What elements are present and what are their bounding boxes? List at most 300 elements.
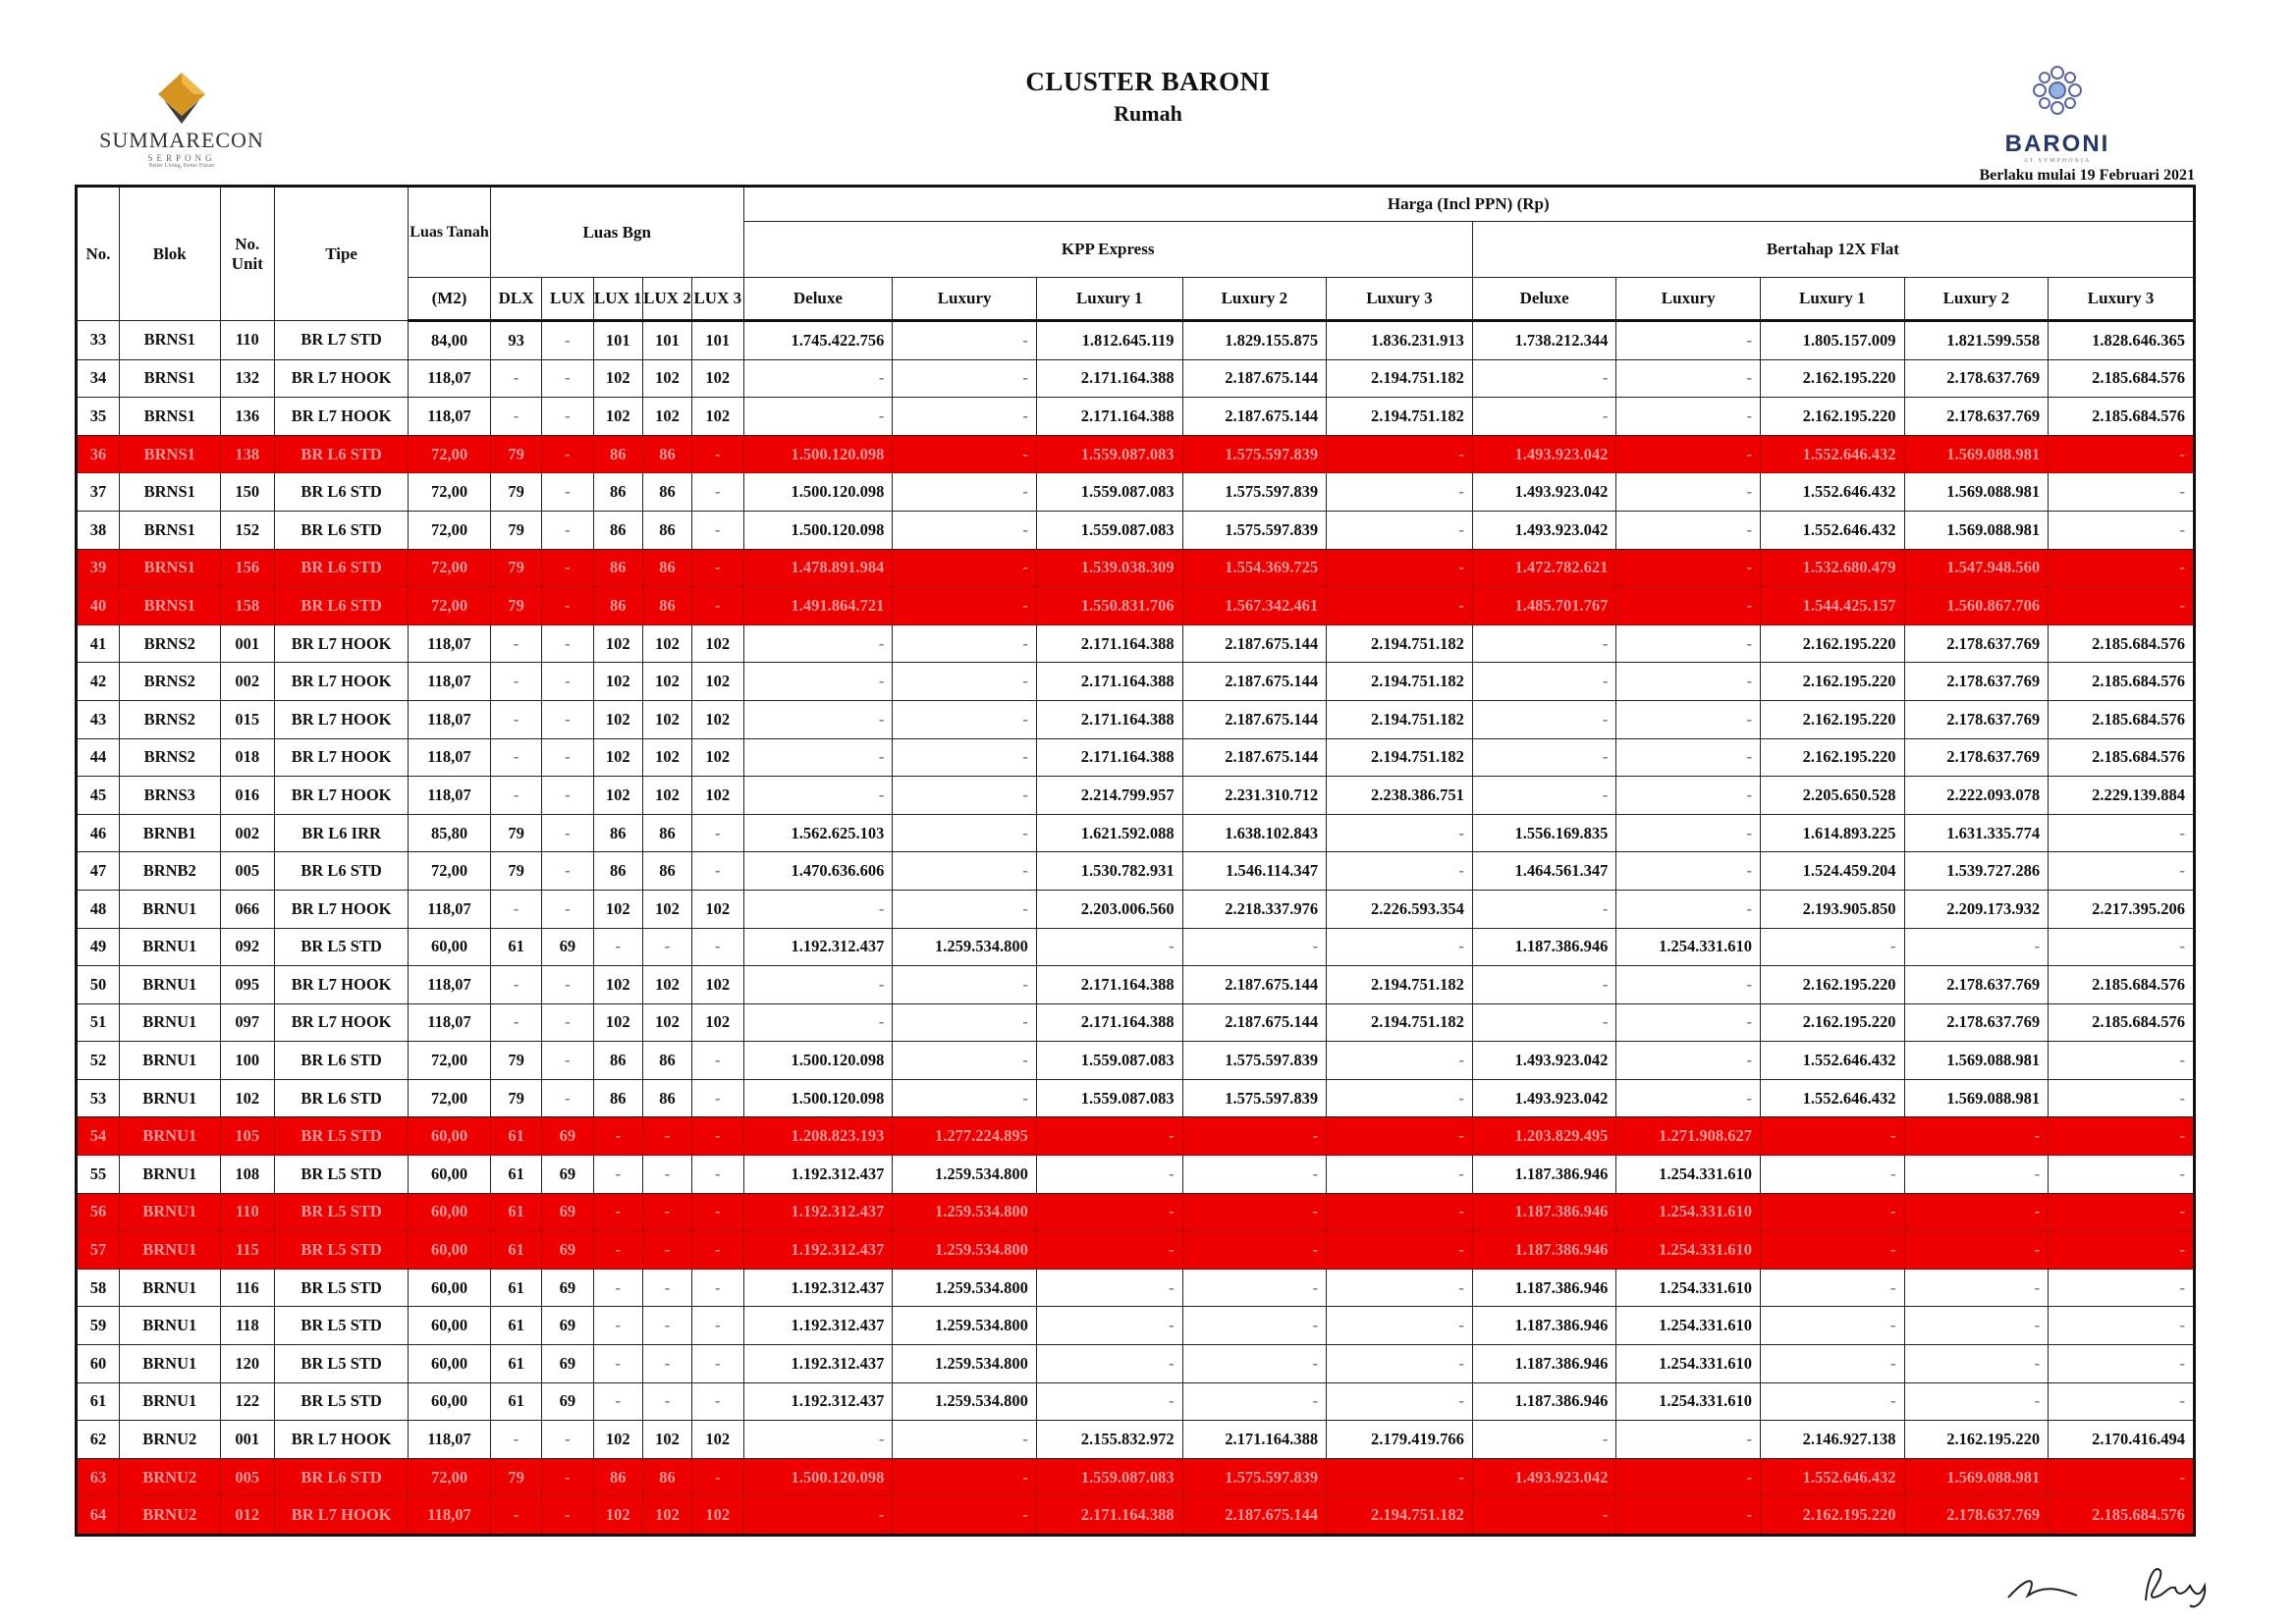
row-blok: BRNS1	[119, 321, 220, 360]
row-btp-luxury2: 1.569.088.981	[1904, 1079, 2049, 1117]
row-lb-lux2: 86	[642, 852, 691, 891]
row-btp-luxury2: -	[1904, 1382, 2049, 1421]
row-lb-dlx: 61	[490, 1382, 541, 1421]
table-row	[77, 1496, 2195, 1536]
row-kpp-luxury: -	[893, 435, 1037, 473]
row-btp-luxury: -	[1616, 1042, 1761, 1080]
row-btp-luxury2: -	[1904, 1117, 2049, 1156]
row-no: 36	[77, 435, 120, 473]
row-lb-lux3: -	[692, 814, 743, 852]
row-no: 61	[77, 1382, 120, 1421]
row-btp-luxury3: -	[2049, 1458, 2195, 1496]
row-btp-luxury1: -	[1760, 1231, 1904, 1270]
row-luas-tanah: 60,00	[409, 1269, 491, 1307]
table-row	[77, 587, 2195, 625]
row-lb-lux3: -	[692, 1231, 743, 1270]
row-kpp-luxury3: 2.194.751.182	[1327, 359, 1473, 398]
row-btp-luxury: -	[1616, 359, 1761, 398]
row-lb-lux3: 102	[692, 1421, 743, 1459]
row-kpp-luxury: 1.259.534.800	[893, 928, 1037, 966]
row-kpp-luxury1: 2.171.164.388	[1036, 663, 1182, 701]
row-btp-luxury: -	[1616, 398, 1761, 436]
row-kpp-luxury: -	[893, 1458, 1037, 1496]
table-row	[77, 321, 2195, 360]
page-subtitle: Rumah	[1114, 101, 1182, 126]
row-kpp-luxury3: 2.194.751.182	[1327, 1496, 1473, 1536]
row-lb-lux2: 86	[642, 1079, 691, 1117]
row-btp-luxury: -	[1616, 1496, 1761, 1536]
row-btp-luxury3: 2.229.139.884	[2049, 777, 2195, 815]
row-tipe: BR L6 STD	[275, 1079, 409, 1117]
row-lb-lux3: -	[692, 473, 743, 512]
header-luas-tanah-unit: (M2)	[409, 278, 491, 321]
row-btp-luxury1: -	[1760, 1345, 1904, 1383]
row-btp-deluxe: 1.493.923.042	[1472, 473, 1616, 512]
row-lb-lux2: -	[642, 1269, 691, 1307]
row-kpp-luxury3: -	[1327, 1193, 1473, 1231]
row-kpp-deluxe: 1.192.312.437	[743, 1382, 893, 1421]
row-luas-tanah: 72,00	[409, 1042, 491, 1080]
row-btp-luxury2: 2.178.637.769	[1904, 624, 2049, 663]
table-row	[77, 814, 2195, 852]
row-btp-luxury2: 2.178.637.769	[1904, 1496, 2049, 1536]
table-row	[77, 473, 2195, 512]
row-lb-lux: -	[542, 624, 593, 663]
row-lb-lux2: -	[642, 1156, 691, 1194]
row-btp-luxury: -	[1616, 890, 1761, 928]
row-blok: BRNU1	[119, 1231, 220, 1270]
row-kpp-luxury2: 1.575.597.839	[1182, 1079, 1327, 1117]
header-bertahap: Bertahap 12X Flat	[1472, 222, 2194, 278]
row-lb-lux1: -	[593, 1193, 642, 1231]
effective-date: Berlaku mulai 19 Februari 2021	[1979, 167, 2195, 184]
row-kpp-luxury: -	[893, 321, 1037, 360]
row-no: 35	[77, 398, 120, 436]
table-row	[77, 928, 2195, 966]
row-unit: 132	[220, 359, 274, 398]
table-row	[77, 890, 2195, 928]
row-btp-luxury1: 1.552.646.432	[1760, 1079, 1904, 1117]
row-unit: 016	[220, 777, 274, 815]
row-luas-tanah: 60,00	[409, 1231, 491, 1270]
row-kpp-luxury: -	[893, 1003, 1037, 1042]
row-kpp-luxury2: 1.829.155.875	[1182, 321, 1327, 360]
row-lb-lux3: 101	[692, 321, 743, 360]
row-kpp-luxury2: -	[1182, 1269, 1327, 1307]
row-lb-dlx: 79	[490, 587, 541, 625]
row-kpp-luxury: -	[893, 700, 1037, 738]
row-lb-lux2: 102	[642, 398, 691, 436]
row-tipe: BR L7 HOOK	[275, 1003, 409, 1042]
row-kpp-luxury2: 2.171.164.388	[1182, 1421, 1327, 1459]
row-no: 46	[77, 814, 120, 852]
row-lb-lux1: 102	[593, 777, 642, 815]
row-btp-deluxe: 1.493.923.042	[1472, 511, 1616, 549]
row-btp-luxury2: 1.569.088.981	[1904, 1458, 2049, 1496]
row-lb-dlx: 79	[490, 511, 541, 549]
row-tipe: BR L6 IRR	[275, 814, 409, 852]
row-no: 49	[77, 928, 120, 966]
row-unit: 097	[220, 1003, 274, 1042]
row-lb-lux1: -	[593, 1307, 642, 1345]
row-lb-lux2: 102	[642, 738, 691, 777]
row-btp-luxury1: 2.162.195.220	[1760, 624, 1904, 663]
row-btp-luxury2: 2.162.195.220	[1904, 1421, 2049, 1459]
row-lb-lux2: 102	[642, 700, 691, 738]
row-btp-deluxe: -	[1472, 700, 1616, 738]
row-tipe: BR L6 STD	[275, 1458, 409, 1496]
row-btp-luxury: -	[1616, 549, 1761, 587]
row-blok: BRNB2	[119, 852, 220, 891]
row-lb-lux1: -	[593, 1382, 642, 1421]
row-kpp-luxury: 1.277.224.895	[893, 1117, 1037, 1156]
row-kpp-luxury: 1.259.534.800	[893, 1156, 1037, 1194]
row-lb-lux: -	[542, 1496, 593, 1536]
row-lb-dlx: -	[490, 624, 541, 663]
row-no: 37	[77, 473, 120, 512]
table-row	[77, 852, 2195, 891]
row-no: 56	[77, 1193, 120, 1231]
row-btp-luxury2: 2.178.637.769	[1904, 359, 2049, 398]
row-kpp-luxury: -	[893, 738, 1037, 777]
row-kpp-deluxe: -	[743, 738, 893, 777]
row-luas-tanah: 84,00	[409, 321, 491, 360]
row-kpp-luxury3: -	[1327, 549, 1473, 587]
row-tipe: BR L5 STD	[275, 928, 409, 966]
row-btp-luxury: 1.254.331.610	[1616, 1345, 1761, 1383]
row-btp-luxury: 1.254.331.610	[1616, 1193, 1761, 1231]
row-unit: 115	[220, 1231, 274, 1270]
row-kpp-luxury: -	[893, 852, 1037, 891]
row-kpp-luxury3: -	[1327, 1458, 1473, 1496]
row-kpp-deluxe: 1.491.864.721	[743, 587, 893, 625]
row-lb-lux3: 102	[692, 1496, 743, 1536]
row-btp-luxury3: -	[2049, 1345, 2195, 1383]
table-row	[77, 1345, 2195, 1383]
row-btp-luxury1: 1.524.459.204	[1760, 852, 1904, 891]
row-no: 62	[77, 1421, 120, 1459]
row-kpp-luxury3: -	[1327, 814, 1473, 852]
row-luas-tanah: 118,07	[409, 700, 491, 738]
row-btp-luxury3: 2.185.684.576	[2049, 663, 2195, 701]
row-tipe: BR L5 STD	[275, 1156, 409, 1194]
table-row	[77, 549, 2195, 587]
row-btp-luxury: -	[1616, 1079, 1761, 1117]
row-btp-deluxe: -	[1472, 1496, 1616, 1536]
row-no: 60	[77, 1345, 120, 1383]
row-lb-lux2: 102	[642, 1003, 691, 1042]
row-blok: BRNU1	[119, 1269, 220, 1307]
row-kpp-luxury1: 1.559.087.083	[1036, 473, 1182, 512]
row-btp-luxury2: 2.178.637.769	[1904, 398, 2049, 436]
table-row	[77, 435, 2195, 473]
row-lb-lux2: -	[642, 1193, 691, 1231]
row-unit: 015	[220, 700, 274, 738]
row-kpp-luxury2: 2.187.675.144	[1182, 398, 1327, 436]
baroni-name: BARONI	[2004, 131, 2110, 157]
row-btp-deluxe: 1.187.386.946	[1472, 1307, 1616, 1345]
row-lb-lux: -	[542, 966, 593, 1004]
row-kpp-luxury3: -	[1327, 1042, 1473, 1080]
row-lb-lux: 69	[542, 1156, 593, 1194]
row-lb-lux2: 86	[642, 814, 691, 852]
header-blok: Blok	[119, 187, 220, 321]
row-unit: 018	[220, 738, 274, 777]
row-luas-tanah: 60,00	[409, 1345, 491, 1383]
row-btp-luxury2: 1.821.599.558	[1904, 321, 2049, 360]
row-kpp-luxury1: -	[1036, 1269, 1182, 1307]
row-lb-dlx: 61	[490, 1269, 541, 1307]
row-btp-luxury3: -	[2049, 1193, 2195, 1231]
row-no: 52	[77, 1042, 120, 1080]
row-lb-lux3: 102	[692, 359, 743, 398]
row-kpp-luxury: -	[893, 1042, 1037, 1080]
row-tipe: BR L7 HOOK	[275, 359, 409, 398]
row-kpp-luxury1: 2.214.799.957	[1036, 777, 1182, 815]
row-btp-luxury: 1.254.331.610	[1616, 1231, 1761, 1270]
row-kpp-deluxe: 1.192.312.437	[743, 1231, 893, 1270]
row-luas-tanah: 60,00	[409, 1307, 491, 1345]
row-kpp-deluxe: 1.500.120.098	[743, 1458, 893, 1496]
row-kpp-luxury: -	[893, 511, 1037, 549]
row-btp-luxury: -	[1616, 700, 1761, 738]
row-btp-luxury3: 2.185.684.576	[2049, 738, 2195, 777]
row-lb-lux1: -	[593, 1231, 642, 1270]
row-btp-luxury2: -	[1904, 928, 2049, 966]
row-btp-luxury2: -	[1904, 1269, 2049, 1307]
row-blok: BRNS2	[119, 663, 220, 701]
row-lb-lux1: 86	[593, 435, 642, 473]
row-lb-lux2: -	[642, 1231, 691, 1270]
row-lb-lux2: 102	[642, 1496, 691, 1536]
row-kpp-luxury1: -	[1036, 1307, 1182, 1345]
row-btp-luxury: 1.254.331.610	[1616, 928, 1761, 966]
row-unit: 120	[220, 1345, 274, 1383]
row-lb-lux: -	[542, 1003, 593, 1042]
row-lb-dlx: -	[490, 966, 541, 1004]
table-row	[77, 511, 2195, 549]
row-lb-lux: -	[542, 398, 593, 436]
row-kpp-luxury2: -	[1182, 1156, 1327, 1194]
row-btp-luxury2: -	[1904, 1231, 2049, 1270]
row-lb-lux1: 86	[593, 549, 642, 587]
row-kpp-luxury1: -	[1036, 1117, 1182, 1156]
row-no: 50	[77, 966, 120, 1004]
row-kpp-luxury3: 2.194.751.182	[1327, 966, 1473, 1004]
row-kpp-luxury3: 2.194.751.182	[1327, 398, 1473, 436]
row-btp-luxury3: 2.185.684.576	[2049, 624, 2195, 663]
row-kpp-luxury1: -	[1036, 1156, 1182, 1194]
row-btp-luxury2: 2.178.637.769	[1904, 1003, 2049, 1042]
row-lb-lux2: -	[642, 1382, 691, 1421]
row-btp-luxury3: 2.185.684.576	[2049, 1496, 2195, 1536]
row-tipe: BR L7 HOOK	[275, 966, 409, 1004]
row-lb-lux: 69	[542, 1231, 593, 1270]
baroni-flower-icon	[2026, 59, 2089, 122]
header-no: No.	[77, 187, 120, 321]
row-no: 51	[77, 1003, 120, 1042]
row-kpp-luxury1: 2.155.832.972	[1036, 1421, 1182, 1459]
row-blok: BRNU1	[119, 1003, 220, 1042]
row-lb-lux: -	[542, 359, 593, 398]
row-kpp-deluxe: -	[743, 1496, 893, 1536]
row-luas-tanah: 118,07	[409, 359, 491, 398]
row-lb-dlx: 61	[490, 1231, 541, 1270]
row-lb-lux2: 101	[642, 321, 691, 360]
row-luas-tanah: 118,07	[409, 890, 491, 928]
row-blok: BRNU2	[119, 1458, 220, 1496]
row-luas-tanah: 60,00	[409, 1382, 491, 1421]
row-lb-lux3: -	[692, 928, 743, 966]
row-tipe: BR L7 HOOK	[275, 890, 409, 928]
row-no: 39	[77, 549, 120, 587]
row-kpp-luxury1: -	[1036, 1231, 1182, 1270]
row-kpp-luxury: 1.259.534.800	[893, 1345, 1037, 1383]
row-unit: 066	[220, 890, 274, 928]
row-no: 55	[77, 1156, 120, 1194]
row-kpp-luxury1: 2.171.164.388	[1036, 738, 1182, 777]
row-kpp-luxury2: 2.187.675.144	[1182, 624, 1327, 663]
row-luas-tanah: 72,00	[409, 511, 491, 549]
row-blok: BRNS2	[119, 624, 220, 663]
row-lb-dlx: -	[490, 663, 541, 701]
row-tipe: BR L6 STD	[275, 473, 409, 512]
row-btp-luxury: -	[1616, 587, 1761, 625]
table-row	[77, 1231, 2195, 1270]
header-btp-luxury2: Luxury 2	[1904, 278, 2049, 321]
row-btp-luxury1: 1.532.680.479	[1760, 549, 1904, 587]
row-btp-luxury2: -	[1904, 1193, 2049, 1231]
row-kpp-deluxe: -	[743, 1003, 893, 1042]
row-lb-lux: 69	[542, 1117, 593, 1156]
row-lb-lux3: -	[692, 1345, 743, 1383]
row-lb-dlx: 93	[490, 321, 541, 360]
row-kpp-luxury: -	[893, 398, 1037, 436]
row-kpp-luxury1: 2.171.164.388	[1036, 398, 1182, 436]
row-kpp-luxury2: 1.546.114.347	[1182, 852, 1327, 891]
row-lb-lux: -	[542, 473, 593, 512]
row-btp-luxury: 1.271.908.627	[1616, 1117, 1761, 1156]
row-kpp-luxury2: 2.187.675.144	[1182, 1496, 1327, 1536]
row-kpp-luxury: 1.259.534.800	[893, 1307, 1037, 1345]
row-btp-luxury3: -	[2049, 435, 2195, 473]
row-kpp-luxury3: 2.179.419.766	[1327, 1421, 1473, 1459]
row-btp-deluxe: 1.485.701.767	[1472, 587, 1616, 625]
table-row	[77, 359, 2195, 398]
row-no: 38	[77, 511, 120, 549]
row-kpp-luxury1: 1.559.087.083	[1036, 1079, 1182, 1117]
row-blok: BRNS1	[119, 587, 220, 625]
row-kpp-luxury1: 1.559.087.083	[1036, 1458, 1182, 1496]
row-luas-tanah: 118,07	[409, 966, 491, 1004]
row-lb-lux3: -	[692, 1079, 743, 1117]
row-btp-deluxe: 1.187.386.946	[1472, 1345, 1616, 1383]
row-btp-luxury3: -	[2049, 814, 2195, 852]
header-btp-luxury3: Luxury 3	[2049, 278, 2195, 321]
row-tipe: BR L7 HOOK	[275, 1421, 409, 1459]
table-row	[77, 1269, 2195, 1307]
row-lb-lux1: 102	[593, 624, 642, 663]
row-kpp-deluxe: -	[743, 966, 893, 1004]
row-tipe: BR L5 STD	[275, 1307, 409, 1345]
row-lb-lux1: 86	[593, 814, 642, 852]
row-kpp-luxury2: 1.575.597.839	[1182, 473, 1327, 512]
row-kpp-luxury: -	[893, 966, 1037, 1004]
row-btp-luxury1: -	[1760, 928, 1904, 966]
row-unit: 110	[220, 1193, 274, 1231]
row-lb-lux3: 102	[692, 890, 743, 928]
row-lb-lux1: 102	[593, 663, 642, 701]
row-btp-deluxe: 1.187.386.946	[1472, 1156, 1616, 1194]
row-no: 42	[77, 663, 120, 701]
row-btp-luxury3: -	[2049, 1156, 2195, 1194]
row-kpp-luxury2: 2.231.310.712	[1182, 777, 1327, 815]
row-btp-deluxe: 1.187.386.946	[1472, 1382, 1616, 1421]
row-kpp-deluxe: 1.192.312.437	[743, 928, 893, 966]
row-tipe: BR L5 STD	[275, 1231, 409, 1270]
row-no: 59	[77, 1307, 120, 1345]
row-kpp-luxury2: -	[1182, 1117, 1327, 1156]
row-btp-luxury3: -	[2049, 852, 2195, 891]
row-lb-lux: -	[542, 700, 593, 738]
signature	[1998, 1556, 2234, 1615]
row-kpp-luxury1: -	[1036, 1193, 1182, 1231]
row-unit: 102	[220, 1079, 274, 1117]
row-blok: BRNU2	[119, 1421, 220, 1459]
row-lb-dlx: 79	[490, 435, 541, 473]
header-harga: Harga (Incl PPN) (Rp)	[743, 187, 2195, 222]
row-kpp-deluxe: 1.500.120.098	[743, 473, 893, 512]
row-luas-tanah: 60,00	[409, 1156, 491, 1194]
row-lb-lux1: -	[593, 1345, 642, 1383]
row-btp-luxury1: 1.552.646.432	[1760, 473, 1904, 512]
row-btp-luxury2: 2.178.637.769	[1904, 966, 2049, 1004]
row-kpp-luxury3: -	[1327, 1382, 1473, 1421]
row-lb-lux1: 86	[593, 473, 642, 512]
row-btp-luxury1: 2.193.905.850	[1760, 890, 1904, 928]
row-btp-deluxe: -	[1472, 1003, 1616, 1042]
row-kpp-deluxe: 1.192.312.437	[743, 1345, 893, 1383]
row-lb-dlx: 61	[490, 1117, 541, 1156]
row-kpp-luxury3: 2.194.751.182	[1327, 700, 1473, 738]
row-lb-lux: 69	[542, 1307, 593, 1345]
row-kpp-deluxe: -	[743, 777, 893, 815]
row-lb-lux1: -	[593, 928, 642, 966]
row-lb-lux3: 102	[692, 966, 743, 1004]
row-lb-lux2: 86	[642, 511, 691, 549]
row-blok: BRNU1	[119, 1156, 220, 1194]
row-kpp-luxury2: 1.638.102.843	[1182, 814, 1327, 852]
header-kpp-express: KPP Express	[743, 222, 1472, 278]
row-no: 44	[77, 738, 120, 777]
row-btp-luxury2: 1.569.088.981	[1904, 473, 2049, 512]
row-no: 63	[77, 1458, 120, 1496]
row-unit: 001	[220, 1421, 274, 1459]
row-lb-lux: -	[542, 738, 593, 777]
row-lb-lux1: 102	[593, 1003, 642, 1042]
row-kpp-deluxe: 1.192.312.437	[743, 1269, 893, 1307]
row-unit: 092	[220, 928, 274, 966]
row-lb-dlx: 79	[490, 1042, 541, 1080]
row-btp-luxury2: -	[1904, 1345, 2049, 1383]
row-lb-lux1: 86	[593, 1079, 642, 1117]
row-btp-luxury1: 1.805.157.009	[1760, 321, 1904, 360]
header-dlx: DLX	[490, 278, 541, 321]
row-btp-luxury1: 2.162.195.220	[1760, 398, 1904, 436]
row-kpp-deluxe: 1.470.636.606	[743, 852, 893, 891]
header-kpp-luxury3: Luxury 3	[1327, 278, 1473, 321]
table-row	[77, 966, 2195, 1004]
